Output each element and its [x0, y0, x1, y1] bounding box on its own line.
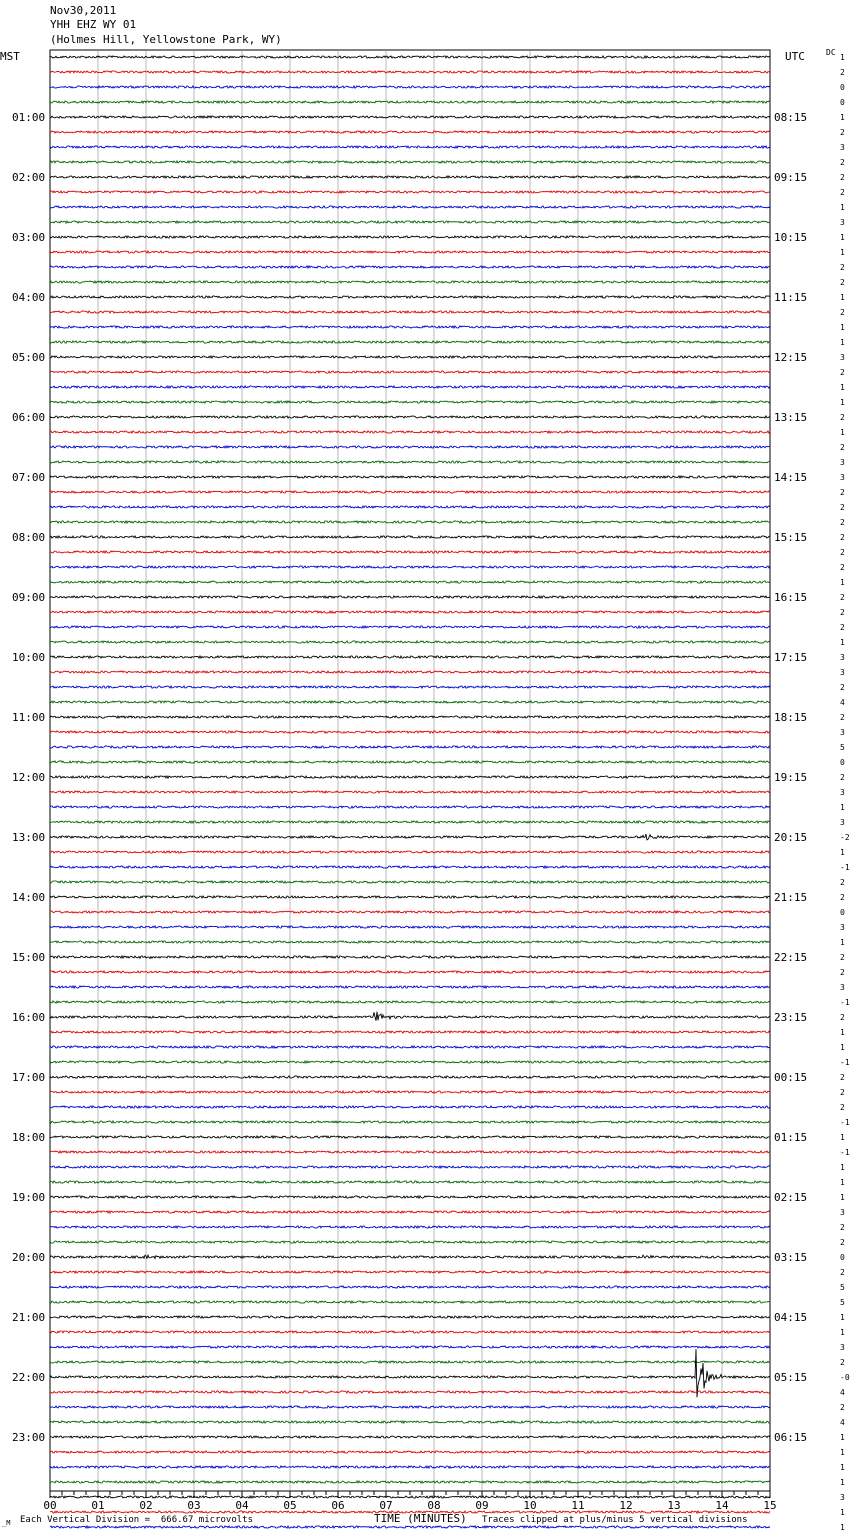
mst-axis-label: MST	[0, 50, 20, 63]
trace-line-46	[50, 746, 770, 748]
trace-line-52	[50, 834, 770, 840]
trace-line-42	[50, 686, 770, 688]
x-tick-label: 13	[667, 1499, 681, 1512]
trace-line-41	[50, 671, 770, 673]
station-location: (Holmes Hill, Yellowstone Park, WY)	[50, 33, 282, 46]
trace-line-36	[50, 596, 770, 598]
dc-offset-label: 2	[840, 158, 845, 167]
trace-line-87	[50, 1361, 770, 1363]
trace-line-20	[50, 356, 770, 358]
dc-offset-label: -2	[840, 833, 850, 842]
trace-line-7	[50, 161, 770, 163]
dc-offset-label: 1	[840, 428, 845, 437]
trace-line-67	[50, 1061, 770, 1063]
dc-offset-label: 2	[840, 503, 845, 512]
trace-line-8	[50, 176, 770, 178]
dc-offset-label: 1	[840, 1448, 845, 1457]
trace-line-28	[50, 476, 770, 478]
trace-line-96	[50, 1496, 770, 1498]
trace-line-98	[50, 1526, 770, 1528]
dc-offset-label: 1	[840, 803, 845, 812]
trace-line-6	[50, 146, 770, 148]
dc-offset-label: 2	[840, 683, 845, 692]
dc-offset-label: 2	[840, 1103, 845, 1112]
trace-line-2	[50, 86, 770, 88]
trace-line-38	[50, 626, 770, 628]
x-tick-label: 00	[43, 1499, 57, 1512]
dc-offset-label: 1	[840, 1178, 845, 1187]
dc-offset-label: 2	[840, 548, 845, 557]
plot-frame	[50, 50, 770, 1491]
trace-line-82	[50, 1286, 770, 1288]
utc-hour-label: 16:15	[774, 591, 808, 604]
utc-hour-label: 21:15	[774, 891, 808, 904]
mst-hour-label: 04:00	[12, 291, 46, 304]
trace-line-17	[50, 311, 770, 313]
trace-line-90	[50, 1406, 770, 1408]
station-code: YHH EHZ WY 01	[50, 18, 137, 31]
x-tick-label: 12	[619, 1499, 633, 1512]
utc-hour-label: 03:15	[774, 1251, 808, 1264]
utc-axis-label: UTC	[785, 50, 805, 63]
mst-hour-label: 03:00	[12, 231, 46, 244]
utc-hour-label: 19:15	[774, 771, 808, 784]
trace-line-56	[50, 896, 770, 898]
mst-hour-label: 17:00	[12, 1071, 46, 1084]
x-tick-label: 01	[91, 1499, 105, 1512]
dc-offset-label: 1	[840, 1463, 845, 1472]
utc-hour-label: 13:15	[774, 411, 808, 424]
plot-date: Nov30,2011	[50, 4, 117, 17]
dc-offset-label: 1	[840, 233, 845, 242]
dc-offset-label: 2	[840, 308, 845, 317]
trace-line-31	[50, 521, 770, 523]
dc-offset-label: 2	[840, 533, 845, 542]
dc-offset-label: -1	[840, 998, 850, 1007]
x-tick-label: 09	[475, 1499, 489, 1512]
utc-hour-label: 22:15	[774, 951, 808, 964]
trace-line-47	[50, 761, 770, 763]
trace-line-71	[50, 1121, 770, 1123]
x-tick-label: 11	[571, 1499, 585, 1512]
trace-line-48	[50, 776, 770, 778]
trace-line-5	[50, 131, 770, 133]
mst-hour-label: 23:00	[12, 1431, 46, 1444]
trace-line-23	[50, 401, 770, 403]
axis-labels	[12, 53, 850, 1534]
trace-line-58	[50, 926, 770, 928]
trace-line-88	[50, 1349, 770, 1397]
trace-line-59	[50, 941, 770, 943]
dc-offset-label: -1	[840, 1058, 850, 1067]
utc-hour-label: 12:15	[774, 351, 808, 364]
trace-line-79	[50, 1241, 770, 1243]
dc-offset-label: 3	[840, 1208, 845, 1217]
x-tick-label: 14	[715, 1499, 729, 1512]
trace-line-85	[50, 1331, 770, 1333]
utc-hour-label: 06:15	[774, 1431, 808, 1444]
trace-line-54	[50, 866, 770, 868]
trace-line-78	[50, 1226, 770, 1228]
dc-offset-label: 1	[840, 53, 845, 62]
dc-offset-label: 0	[840, 758, 845, 767]
trace-line-32	[50, 536, 770, 538]
trace-line-80	[50, 1255, 770, 1258]
trace-line-63	[50, 1001, 770, 1003]
mst-hour-label: 15:00	[12, 951, 46, 964]
trace-line-9	[50, 191, 770, 193]
dc-offset-label: 1	[840, 383, 845, 392]
trace-line-57	[50, 911, 770, 913]
trace-line-76	[50, 1196, 770, 1198]
mst-hour-label: 09:00	[12, 591, 46, 604]
trace-line-21	[50, 371, 770, 373]
dc-offset-label: 5	[840, 743, 845, 752]
dc-offset-label: 0	[840, 908, 845, 917]
trace-line-94	[50, 1466, 770, 1468]
dc-column-label: DC	[826, 48, 836, 57]
dc-offset-label: 2	[840, 593, 845, 602]
dc-offset-label: 1	[840, 203, 845, 212]
trace-line-81	[50, 1271, 770, 1273]
trace-line-89	[50, 1391, 770, 1393]
mst-hour-label: 10:00	[12, 651, 46, 664]
mst-hour-label: 16:00	[12, 1011, 46, 1024]
seismic-traces	[50, 56, 770, 1534]
dc-offset-label: 2	[840, 1238, 845, 1247]
trace-line-75	[50, 1181, 770, 1183]
dc-offset-label: 1	[840, 578, 845, 587]
utc-hour-label: 04:15	[774, 1311, 808, 1324]
x-tick-label: 05	[283, 1499, 297, 1512]
dc-offset-label: 4	[840, 1388, 845, 1397]
trace-line-43	[50, 701, 770, 703]
dc-offset-label: 2	[840, 368, 845, 377]
dc-offset-label: 2	[840, 1223, 845, 1232]
trace-line-77	[50, 1211, 770, 1213]
trace-line-68	[50, 1076, 770, 1078]
utc-hour-label: 14:15	[774, 471, 808, 484]
trace-line-60	[50, 956, 770, 959]
dc-offset-label: -1	[840, 1118, 850, 1127]
dc-offset-label: 2	[840, 713, 845, 722]
dc-offset-label: 3	[840, 818, 845, 827]
mst-hour-label: 13:00	[12, 831, 46, 844]
dc-offset-label: 1	[840, 1028, 845, 1037]
mst-hour-label: 11:00	[12, 711, 46, 724]
x-tick-label: 06	[331, 1499, 345, 1512]
trace-line-95	[50, 1481, 770, 1483]
trace-line-19	[50, 341, 770, 343]
corner-mark: _M	[2, 1519, 11, 1527]
dc-offset-label: 5	[840, 1283, 845, 1292]
dc-offset-label: 3	[840, 218, 845, 227]
dc-offset-label: 1	[840, 1478, 845, 1487]
dc-offset-label: 2	[840, 128, 845, 137]
trace-line-39	[50, 641, 770, 643]
dc-offset-label: 0	[840, 98, 845, 107]
dc-offset-label: 2	[840, 68, 845, 77]
grid-lines	[50, 50, 770, 1491]
dc-offset-label: 2	[840, 1073, 845, 1082]
dc-offset-label: 4	[840, 1418, 845, 1427]
mst-hour-label: 05:00	[12, 351, 46, 364]
mst-hour-label: 02:00	[12, 171, 46, 184]
trace-line-72	[50, 1136, 770, 1138]
dc-offset-label: 1	[840, 398, 845, 407]
dc-offset-label: 3	[840, 728, 845, 737]
dc-offset-label: 2	[840, 278, 845, 287]
dc-offset-label: 2	[840, 968, 845, 977]
trace-line-10	[50, 206, 770, 208]
scale-note: Each Vertical Division = 666.67 microvolts	[20, 1515, 253, 1525]
dc-offset-label: 1	[840, 338, 845, 347]
trace-line-14	[50, 266, 770, 268]
dc-offset-label: 1	[840, 1433, 845, 1442]
utc-hour-label: 11:15	[774, 291, 808, 304]
dc-offset-label: 1	[840, 938, 845, 947]
mst-hour-label: 18:00	[12, 1131, 46, 1144]
dc-offset-label: 2	[840, 1358, 845, 1367]
trace-line-53	[50, 851, 770, 853]
dc-offset-label: 2	[840, 623, 845, 632]
trace-line-37	[50, 611, 770, 613]
utc-hour-label: 09:15	[774, 171, 808, 184]
trace-line-91	[50, 1421, 770, 1423]
dc-offset-label: 3	[840, 923, 845, 932]
trace-line-24	[50, 416, 770, 418]
dc-offset-label: 1	[840, 1328, 845, 1337]
trace-line-22	[50, 386, 770, 388]
dc-offset-label: 3	[840, 1493, 845, 1502]
trace-line-26	[50, 446, 770, 448]
dc-offset-label: 2	[840, 608, 845, 617]
trace-line-70	[50, 1106, 770, 1108]
utc-hour-label: 01:15	[774, 1131, 808, 1144]
trace-line-16	[50, 296, 770, 298]
dc-offset-label: 1	[840, 848, 845, 857]
dc-offset-label: 4	[840, 698, 845, 707]
trace-line-83	[50, 1301, 770, 1303]
dc-offset-label: 1	[840, 1523, 845, 1532]
x-tick-label: 07	[379, 1499, 393, 1512]
trace-line-18	[50, 326, 770, 328]
utc-hour-label: 15:15	[774, 531, 808, 544]
trace-line-27	[50, 461, 770, 463]
x-axis-title: TIME (MINUTES)	[374, 1512, 467, 1525]
trace-line-45	[50, 731, 770, 733]
dc-offset-label: 2	[840, 563, 845, 572]
trace-line-1	[50, 71, 770, 73]
mst-hour-label: 22:00	[12, 1371, 46, 1384]
dc-offset-label: 2	[840, 488, 845, 497]
trace-line-44	[50, 716, 770, 718]
dc-offset-label: 2	[840, 518, 845, 527]
dc-offset-label: 2	[840, 1403, 845, 1412]
dc-offset-label: 2	[840, 413, 845, 422]
x-tick-label: 10	[523, 1499, 537, 1512]
dc-offset-label: -0	[840, 1373, 850, 1382]
mst-hour-label: 01:00	[12, 111, 46, 124]
utc-hour-label: 18:15	[774, 711, 808, 724]
utc-hour-label: 08:15	[774, 111, 808, 124]
trace-line-93	[50, 1451, 770, 1453]
trace-line-25	[50, 431, 770, 433]
dc-offset-label: 2	[840, 443, 845, 452]
x-tick-label: 02	[139, 1499, 153, 1512]
x-tick-label: 03	[187, 1499, 201, 1512]
dc-offset-label: 2	[840, 1088, 845, 1097]
mst-hour-label: 06:00	[12, 411, 46, 424]
dc-offset-label: 2	[840, 1268, 845, 1277]
dc-offset-label: 3	[840, 353, 845, 362]
dc-offset-label: 1	[840, 638, 845, 647]
mst-hour-label: 08:00	[12, 531, 46, 544]
trace-line-0	[50, 56, 770, 58]
trace-line-13	[50, 251, 770, 253]
trace-line-33	[50, 551, 770, 553]
dc-offset-label: 3	[840, 653, 845, 662]
mst-hour-label: 07:00	[12, 471, 46, 484]
trace-line-11	[50, 221, 770, 223]
utc-hour-label: 05:15	[774, 1371, 808, 1384]
utc-hour-label: 20:15	[774, 831, 808, 844]
utc-hour-label: 02:15	[774, 1191, 808, 1204]
dc-offset-label: 2	[840, 188, 845, 197]
mst-hour-label: 14:00	[12, 891, 46, 904]
dc-offset-label: 2	[840, 173, 845, 182]
trace-line-69	[50, 1091, 770, 1093]
trace-line-61	[50, 971, 770, 973]
dc-offset-label: 1	[840, 1508, 845, 1517]
utc-hour-label: 10:15	[774, 231, 808, 244]
dc-offset-label: 3	[840, 1343, 845, 1352]
dc-offset-label: 3	[840, 788, 845, 797]
dc-offset-label: 1	[840, 1133, 845, 1142]
dc-offset-label: 5	[840, 1298, 845, 1307]
trace-line-86	[50, 1346, 770, 1348]
trace-line-64	[50, 1012, 770, 1021]
dc-offset-label: 2	[840, 878, 845, 887]
trace-line-40	[50, 656, 770, 658]
dc-offset-label: 0	[840, 1253, 845, 1262]
dc-offset-label: 1	[840, 113, 845, 122]
utc-hour-label: 17:15	[774, 651, 808, 664]
dc-offset-label: 2	[840, 263, 845, 272]
trace-line-35	[50, 581, 770, 583]
trace-line-49	[50, 791, 770, 793]
trace-line-74	[50, 1166, 770, 1168]
trace-line-55	[50, 881, 770, 883]
trace-line-92	[50, 1436, 770, 1438]
utc-hour-label: 23:15	[774, 1011, 808, 1024]
dc-offset-label: 3	[840, 473, 845, 482]
trace-line-3	[50, 101, 770, 103]
dc-offset-label: 3	[840, 143, 845, 152]
trace-line-84	[50, 1316, 770, 1318]
clip-note: Traces clipped at plus/minus 5 vertical divisions	[482, 1515, 748, 1525]
utc-hour-label: 00:15	[774, 1071, 808, 1084]
x-tick-label: 15	[763, 1499, 777, 1512]
trace-line-12	[50, 236, 770, 238]
dc-offset-label: 1	[840, 248, 845, 257]
dc-offset-label: 1	[840, 1313, 845, 1322]
trace-line-34	[50, 566, 770, 568]
dc-offset-label: 2	[840, 953, 845, 962]
dc-offset-label: 2	[840, 893, 845, 902]
dc-offset-label: 0	[840, 83, 845, 92]
dc-offset-label: 1	[840, 323, 845, 332]
dc-offset-label: 1	[840, 1193, 845, 1202]
trace-line-65	[50, 1031, 770, 1033]
dc-offset-label: 1	[840, 1163, 845, 1172]
trace-line-29	[50, 491, 770, 493]
dc-offset-label: 3	[840, 458, 845, 467]
trace-line-51	[50, 821, 770, 823]
mst-hour-label: 19:00	[12, 1191, 46, 1204]
trace-line-4	[50, 116, 770, 118]
dc-offset-label: -1	[840, 1148, 850, 1157]
dc-offset-label: 1	[840, 293, 845, 302]
dc-offset-label: -1	[840, 863, 850, 872]
dc-offset-label: 2	[840, 1013, 845, 1022]
dc-offset-label: 3	[840, 668, 845, 677]
trace-line-66	[50, 1046, 770, 1048]
mst-hour-label: 20:00	[12, 1251, 46, 1264]
trace-line-62	[50, 986, 770, 988]
x-tick-label: 04	[235, 1499, 249, 1512]
dc-offset-label: 3	[840, 983, 845, 992]
trace-line-50	[50, 806, 770, 808]
mst-hour-label: 12:00	[12, 771, 46, 784]
trace-line-73	[50, 1151, 770, 1153]
trace-line-15	[50, 281, 770, 283]
dc-offset-label: 2	[840, 773, 845, 782]
x-tick-label: 08	[427, 1499, 441, 1512]
trace-line-30	[50, 506, 770, 508]
dc-offset-label: 1	[840, 1043, 845, 1052]
mst-hour-label: 21:00	[12, 1311, 46, 1324]
